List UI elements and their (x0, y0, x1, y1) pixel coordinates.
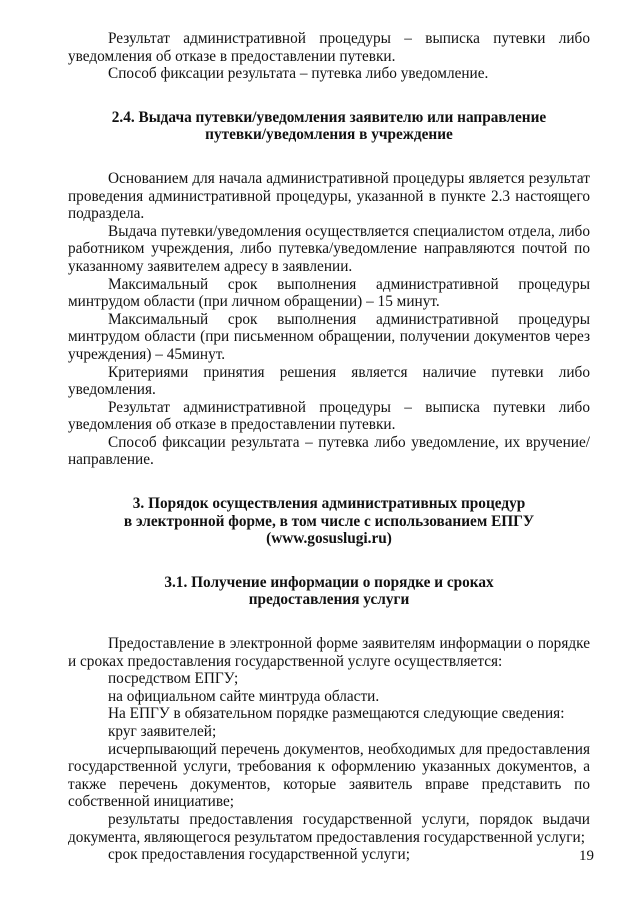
paragraph-result: Результат административной процедуры – выписка путевки либо уведомления об отказе в предоставлении путевки. (68, 398, 590, 434)
section-3-1-heading-line2: предоставления услуги (248, 591, 410, 609)
paragraph-max-term-written: Максимальный срок выполнения административной процедуры минтрудом области (при письменном обращении, получении документов через учреждения) – 45минут. (68, 310, 590, 363)
paragraph-criteria: Критериями принятия решения является наличие путевки либо уведомления. (68, 363, 590, 399)
paragraph-fixation: Способ фиксации результата – путевка либо уведомление, их вручение/направление. (68, 433, 590, 469)
section-2-4-heading-line2: путевки/уведомления в учреждение (205, 126, 453, 144)
paragraph-result-top: Результат административной процедуры – выписка путевки либо уведомления об отказе в предоставлении путевки. (68, 30, 590, 65)
document-page (68, 30, 590, 864)
section-3-heading-line2: в электронной форме, в том числе с использованием ЕПГУ (123, 512, 535, 530)
paragraph-applicants: круг заявителей; (108, 723, 217, 740)
paragraph-fixation-top: Способ фиксации результата – путевка либо уведомление. (108, 65, 489, 83)
section-3-heading-line3: (www.gosuslugi.ru) (266, 530, 392, 548)
paragraph-issuance: Выдача путевки/уведомления осуществляется специалистом отдела, либо работником учреждения, либо путевка/уведомление направляются почтой по указанному заявителем адресу в заявлении. (68, 222, 590, 275)
paragraph-service-results: результаты предоставления государственной услуги, порядок выдачи документа, являющегося результатом предоставления государственной услуги; (68, 810, 590, 846)
paragraph-documents-list: исчерпывающий перечень документов, необходимых для предоставления государственной услуги, требования к оформлению указанных документов, а также перечень документов, которые заявитель вправе представить по собственной инициативе; (68, 740, 590, 811)
paragraph-basis: Основанием для начала административной процедуры является результат проведения административной процедуры, указанной в пункте 2.3 настоящего подраздела. (68, 169, 590, 223)
paragraph-epgu-required: На ЕПГУ в обязательном порядке размещаются следующие сведения: (108, 705, 565, 723)
section-2-4-heading-line1: 2.4. Выдача путевки/уведомления заявителю или направление (111, 108, 547, 126)
section-3-heading-line1: 3. Порядок осуществления административных процедур (132, 495, 526, 513)
paragraph-max-term-personal: Максимальный срок выполнения административной процедуры минтрудом области (при личном обращении) – 15 минут. (68, 275, 590, 311)
paragraph-electronic-info: Предоставление в электронной форме заявителям информации о порядке и сроках предоставления государственной услуге осуществляется: (68, 635, 590, 670)
section-3-1-heading-line1: 3.1. Получение информации о порядке и сроках (164, 573, 494, 591)
paragraph-official-site: на официальном сайте минтруда области. (108, 687, 380, 705)
paragraph-service-term: срок предоставления государственной услуги; (108, 846, 410, 864)
page-number: 19 (579, 848, 594, 864)
paragraph-via-epgu: посредством ЕПГУ; (108, 670, 239, 688)
